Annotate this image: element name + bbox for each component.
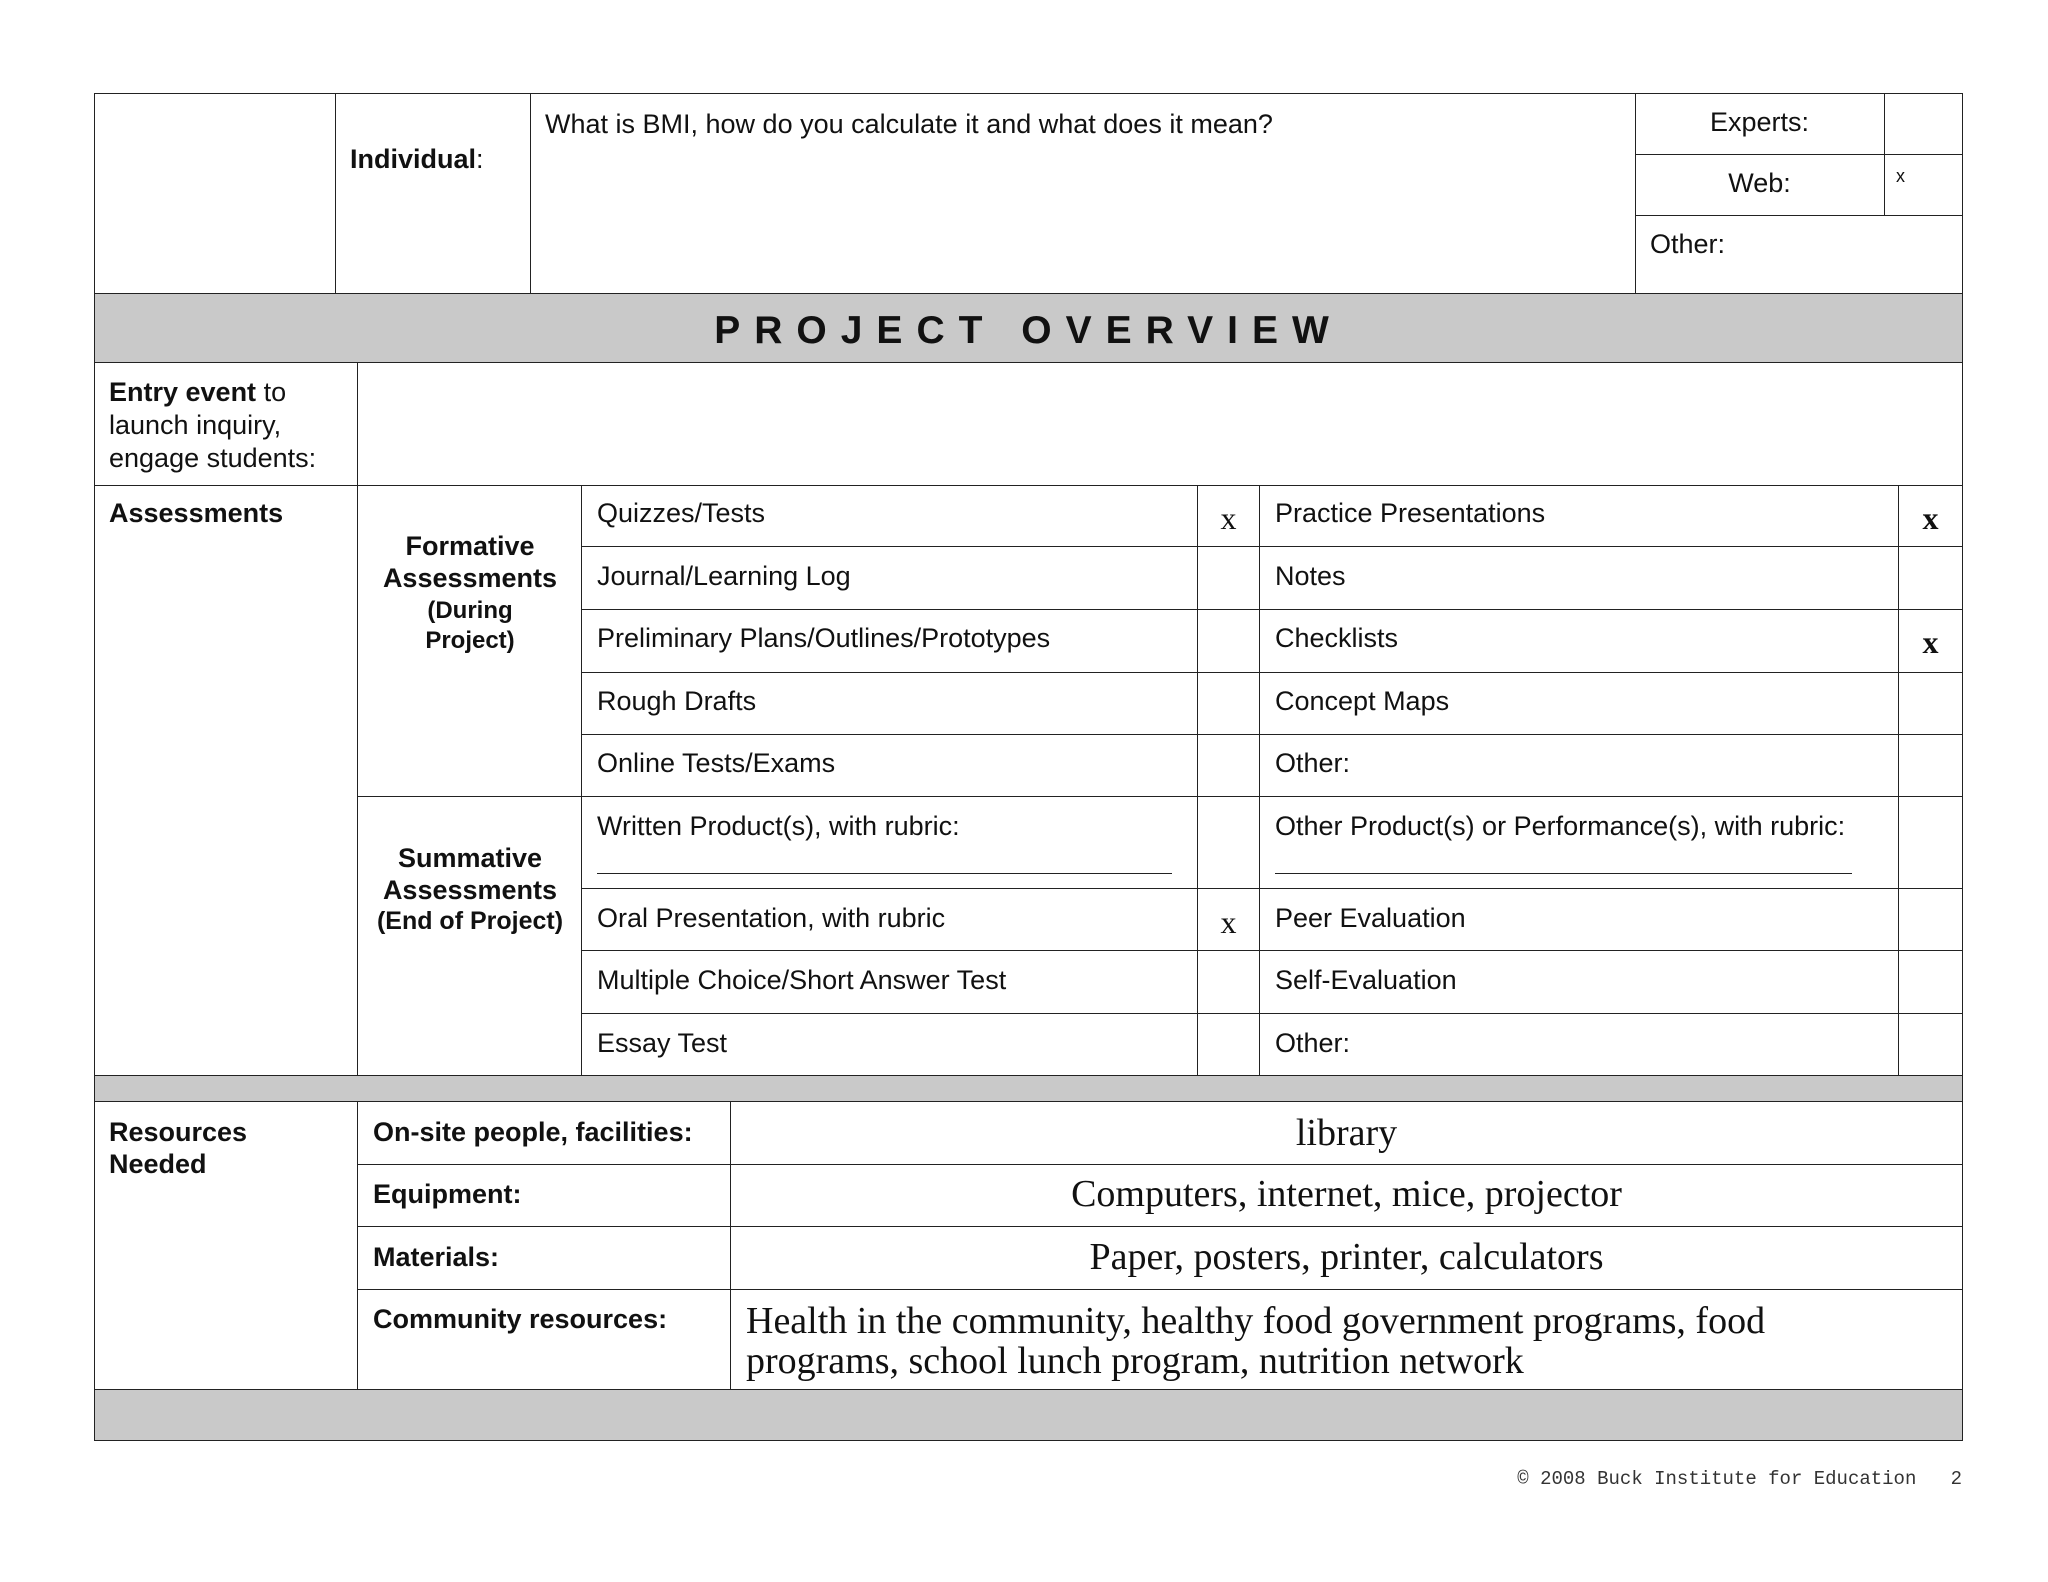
formative-label: Formative Assessments: [382, 531, 558, 593]
page-number: 2: [1950, 1468, 1962, 1490]
separator-bar: [95, 1075, 1962, 1102]
divider: [1259, 485, 1260, 1075]
row-divider: [357, 1164, 1962, 1165]
formative-item: Journal/Learning Log: [597, 561, 851, 591]
row-divider: [581, 609, 1962, 610]
summative-item: Written Product(s), with rubric:: [597, 811, 960, 841]
divider: [1197, 485, 1198, 1075]
row-divider: [581, 546, 1962, 547]
resource-value: Computers, internet, mice, projector: [1071, 1173, 1622, 1215]
formative-item: Quizzes/Tests: [597, 498, 766, 528]
driving-question: What is BMI, how do you calculate it and what does it mean?: [545, 109, 1273, 139]
summative-item: Self-Evaluation: [1275, 965, 1457, 995]
summative-check: x: [1220, 904, 1237, 940]
row-divider: [581, 950, 1962, 951]
summative-item: Other:: [1275, 1028, 1351, 1058]
resource-label: Community resources:: [373, 1304, 668, 1334]
individual-label: Individual:: [350, 144, 484, 174]
formative-item: Preliminary Plans/Outlines/Prototypes: [597, 623, 1051, 653]
summative-item: Multiple Choice/Short Answer Test: [597, 965, 1007, 995]
divider: [357, 363, 358, 1425]
formative-sub: (During Project): [425, 597, 515, 654]
summative-item: Other Product(s) or Performance(s), with rubric:: [1275, 811, 1846, 841]
web-mark: x: [1896, 166, 1905, 186]
resource-label: Equipment:: [373, 1179, 522, 1209]
summative-item: Peer Evaluation: [1275, 903, 1466, 933]
summative-item: Oral Presentation, with rubric: [597, 903, 946, 933]
formative-check: x: [1220, 500, 1237, 536]
footer-bar: [95, 1389, 1962, 1440]
row-divider: [581, 888, 1962, 889]
resource-label: On-site people, facilities:: [373, 1117, 693, 1147]
copyright: © 2008 Buck Institute for Education 2: [1517, 1468, 1962, 1490]
summative-item: Essay Test: [597, 1028, 728, 1058]
row-divider: [581, 734, 1962, 735]
row-divider: [357, 1226, 1962, 1227]
other-resource-label: Other:: [1650, 229, 1726, 259]
resource-value: Paper, posters, printer, calculators: [1089, 1236, 1604, 1278]
formative-item: Rough Drafts: [597, 686, 757, 716]
resource-value: library: [1295, 1112, 1398, 1154]
row-divider: [357, 1289, 1962, 1290]
formative-check: x: [1922, 624, 1939, 660]
formative-check: x: [1922, 500, 1939, 536]
rubric-underline: [597, 846, 1172, 874]
formative-item: Checklists: [1275, 623, 1399, 653]
assessments-label: Assessments: [109, 498, 284, 528]
summative-label: Summative Assessments: [382, 843, 558, 905]
formative-item: Other:: [1275, 748, 1351, 778]
formative-item: Concept Maps: [1275, 686, 1450, 716]
experts-label: Experts:: [1709, 107, 1810, 137]
divider: [95, 485, 1962, 486]
resource-label: Materials:: [373, 1242, 500, 1272]
formative-item: Notes: [1275, 561, 1346, 591]
formative-item: Practice Presentations: [1275, 498, 1546, 528]
overview-title: PROJECT OVERVIEW: [714, 309, 1343, 352]
summative-sub: (End of Project): [376, 907, 564, 935]
divider: [581, 485, 582, 1075]
formative-item: Online Tests/Exams: [597, 748, 836, 778]
section-divider: [357, 796, 1962, 797]
divider: [1635, 154, 1963, 155]
divider: [335, 93, 336, 293]
row-divider: [581, 672, 1962, 673]
resource-value: Health in the community, healthy food government programs, food programs, school lunch program, nutrition network: [746, 1300, 1766, 1382]
web-label: Web:: [1728, 168, 1791, 198]
row-divider: [581, 1013, 1962, 1014]
entry-event-label: Entry event to launch inquiry, engage students:: [109, 377, 317, 473]
divider: [1635, 215, 1963, 216]
resources-label: Resources Needed: [109, 1117, 248, 1179]
divider: [530, 93, 531, 293]
divider: [1898, 485, 1899, 1075]
rubric-underline: [1275, 846, 1852, 874]
